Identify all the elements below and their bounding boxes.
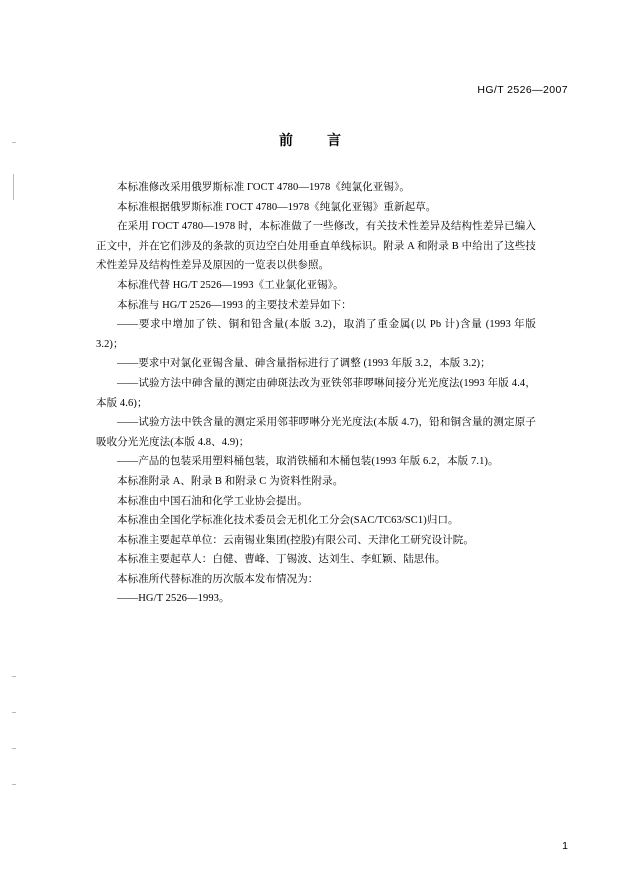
- margin-change-bar: [12, 748, 16, 749]
- paragraph: 本标准根据俄罗斯标准 ГОСТ 4780—1978《纯氯化亚锡》重新起草。: [117, 201, 437, 213]
- list-item: ——要求中对氯化亚锡含量、砷含量指标进行了调整 (1993 年版 3.2，本版 3.2)；: [117, 358, 491, 370]
- margin-change-bar: [12, 784, 16, 785]
- list-item: ——要求中增加了铁、铜和铅含量(本版 3.2)，取消了重金属(以 Pb 计)含量 (1993 年版 3.2)；: [96, 319, 536, 350]
- page-title: 前 言: [279, 133, 351, 149]
- margin-change-bar: [12, 712, 16, 713]
- paragraph: 本标准主要起草单位：云南锡业集团(控股)有限公司、天津化工研究设计院。: [117, 534, 474, 546]
- margin-change-bar: [13, 174, 14, 200]
- page-number: 1: [562, 840, 568, 852]
- paragraph: 本标准所代替标准的历次版本发布情况为：: [117, 573, 319, 585]
- paragraph: 在采用 ГОСТ 4780—1978 时，本标准做了一些修改，有关技术性差异及结构性差异已编入正文中，并在它们涉及的条款的页边空白处用垂直单线标识。附录 A 和附录 B 中给出了这些技术性差异及结构性差异及原因的一览表以供参照。: [96, 221, 536, 272]
- paragraph: 本标准与 HG/T 2526—1993 的主要技术差异如下：: [117, 299, 352, 311]
- standard-code-header: HG/T 2526—2007: [477, 84, 568, 96]
- list-item: ——试验方法中铁含量的测定采用邻菲啰啉分光光度法(本版 4.7)，铅和铜含量的测定原子吸收分光光度法(本版 4.8、4.9)；: [96, 417, 536, 448]
- paragraph: 本标准附录 A、附录 B 和附录 C 为资料性附录。: [117, 475, 344, 487]
- foreword-body: [96, 178, 536, 609]
- margin-change-bar: [12, 676, 16, 677]
- list-item: ——HG/T 2526—1993。: [117, 593, 230, 605]
- paragraph: 本标准由全国化学标准化技术委员会无机化工分会(SAC/TC63/SC1)归口。: [117, 515, 459, 527]
- paragraph: 本标准代替 HG/T 2526—1993《工业氯化亚锡》。: [117, 279, 344, 291]
- paragraph: 本标准主要起草人：白健、曹峰、丁锡波、达刘生、李虹颖、陆思伟。: [117, 554, 446, 566]
- paragraph: 本标准由中国石油和化学工业协会提出。: [117, 495, 308, 507]
- list-item: ——产品的包装采用塑料桶包装，取消铁桶和木桶包装(1993 年版 6.2，本版 7.1)。: [117, 456, 499, 468]
- list-item: ——试验方法中砷含量的测定由砷斑法改为亚铁邻菲啰啉间接分光光度法(1993 年版 4.4，本版 4.6)；: [96, 377, 536, 409]
- paragraph: 本标准修改采用俄罗斯标准 ГОСТ 4780—1978《纯氯化亚锡》。: [117, 182, 410, 193]
